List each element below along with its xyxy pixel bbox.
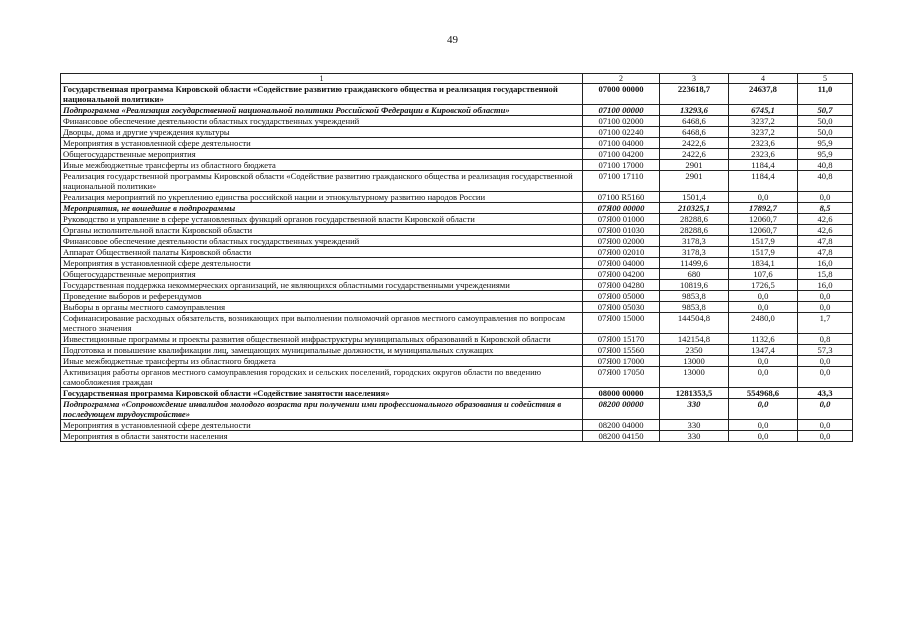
row-name-cell: Иные межбюджетные трансферты из областного бюджета xyxy=(61,356,583,367)
row-value-cell: 0,0 xyxy=(729,291,798,302)
row-value-cell: 2350 xyxy=(660,345,729,356)
row-name-cell: Финансовое обеспечение деятельности областных государственных учреждений xyxy=(61,236,583,247)
row-percent-cell: 15,8 xyxy=(798,269,853,280)
row-name-cell: Аппарат Общественной палаты Кировской области xyxy=(61,247,583,258)
row-code-cell: 07Я00 02010 xyxy=(583,247,660,258)
table-row xyxy=(61,258,853,269)
row-code-cell: 08200 00000 xyxy=(583,399,660,420)
row-value-cell: 17892,7 xyxy=(729,203,798,214)
row-name-cell: Подготовка и повышение квалификации лиц, замещающих муниципальные должности, и муниципальных служащих xyxy=(61,345,583,356)
row-value-cell: 13000 xyxy=(660,356,729,367)
row-value-cell: 210325,1 xyxy=(660,203,729,214)
budget-table xyxy=(60,73,853,442)
row-percent-cell: 0,8 xyxy=(798,334,853,345)
table-row xyxy=(61,302,853,313)
row-percent-cell: 95,9 xyxy=(798,149,853,160)
row-value-cell: 330 xyxy=(660,420,729,431)
row-value-cell: 28288,6 xyxy=(660,214,729,225)
row-percent-cell: 16,0 xyxy=(798,280,853,291)
table-header-row xyxy=(61,74,853,84)
row-value-cell: 1132,6 xyxy=(729,334,798,345)
row-name-cell: Органы исполнительной власти Кировской области xyxy=(61,225,583,236)
row-name-cell: Реализация мероприятий по укреплению единства российской нации и этнокультурному развитию народов России xyxy=(61,192,583,203)
row-percent-cell: 50,0 xyxy=(798,127,853,138)
row-code-cell: 07Я00 04200 xyxy=(583,269,660,280)
row-code-cell: 07Я00 00000 xyxy=(583,203,660,214)
row-value-cell: 1281353,5 xyxy=(660,388,729,399)
row-value-cell: 6745,1 xyxy=(729,105,798,116)
row-name-cell: Выборы в органы местного самоуправления xyxy=(61,302,583,313)
row-code-cell: 08200 04000 xyxy=(583,420,660,431)
row-value-cell: 1517,9 xyxy=(729,236,798,247)
row-name-cell: Общегосударственные мероприятия xyxy=(61,149,583,160)
row-value-cell: 0,0 xyxy=(729,356,798,367)
row-name-cell: Мероприятия, не вошедшие в подпрограммы xyxy=(61,203,583,214)
table-row xyxy=(61,214,853,225)
table-row xyxy=(61,313,853,334)
row-percent-cell: 0,0 xyxy=(798,431,853,442)
table-row xyxy=(61,236,853,247)
row-name-cell: Государственная программа Кировской области «Содействие занятости населения» xyxy=(61,388,583,399)
row-value-cell: 330 xyxy=(660,431,729,442)
row-value-cell: 1347,4 xyxy=(729,345,798,356)
table-row xyxy=(61,431,853,442)
table-row xyxy=(61,171,853,192)
row-percent-cell: 50,0 xyxy=(798,116,853,127)
row-value-cell: 2901 xyxy=(660,160,729,171)
row-name-cell: Проведение выборов и референдумов xyxy=(61,291,583,302)
row-code-cell: 07Я00 15170 xyxy=(583,334,660,345)
column-header: 5 xyxy=(798,74,853,84)
row-code-cell: 07Я00 15560 xyxy=(583,345,660,356)
row-name-cell: Государственная поддержка некоммерческих организаций, не являющихся областными государственными учреждениями xyxy=(61,280,583,291)
row-code-cell: 07000 00000 xyxy=(583,84,660,105)
row-percent-cell: 47,8 xyxy=(798,236,853,247)
row-code-cell: 07Я00 05030 xyxy=(583,302,660,313)
row-percent-cell: 57,3 xyxy=(798,345,853,356)
row-value-cell: 2901 xyxy=(660,171,729,192)
row-percent-cell: 0,0 xyxy=(798,291,853,302)
table-row xyxy=(61,280,853,291)
row-name-cell: Подпрограмма «Сопровождение инвалидов молодого возраста при получении ими профессионального образования и содействия в последующем трудоустройстве» xyxy=(61,399,583,420)
row-code-cell: 07Я00 17000 xyxy=(583,356,660,367)
table-row xyxy=(61,334,853,345)
table-row xyxy=(61,356,853,367)
row-code-cell: 07Я00 01030 xyxy=(583,225,660,236)
row-code-cell: 08000 00000 xyxy=(583,388,660,399)
row-code-cell: 07100 R5160 xyxy=(583,192,660,203)
row-value-cell: 0,0 xyxy=(729,420,798,431)
row-value-cell: 6468,6 xyxy=(660,116,729,127)
table-row xyxy=(61,345,853,356)
row-value-cell: 554968,6 xyxy=(729,388,798,399)
row-percent-cell: 0,0 xyxy=(798,399,853,420)
row-code-cell: 07100 04000 xyxy=(583,138,660,149)
row-percent-cell: 0,0 xyxy=(798,367,853,388)
row-value-cell: 2323,6 xyxy=(729,138,798,149)
row-value-cell: 10819,6 xyxy=(660,280,729,291)
table-row xyxy=(61,127,853,138)
table-row xyxy=(61,291,853,302)
column-header: 1 xyxy=(61,74,583,84)
row-value-cell: 1501,4 xyxy=(660,192,729,203)
row-value-cell: 12060,7 xyxy=(729,214,798,225)
row-value-cell: 330 xyxy=(660,399,729,420)
row-percent-cell: 95,9 xyxy=(798,138,853,149)
row-percent-cell: 50,7 xyxy=(798,105,853,116)
row-value-cell: 3178,3 xyxy=(660,247,729,258)
row-value-cell: 24637,8 xyxy=(729,84,798,105)
row-percent-cell: 42,6 xyxy=(798,214,853,225)
row-value-cell: 1517,9 xyxy=(729,247,798,258)
row-value-cell: 9853,8 xyxy=(660,302,729,313)
row-percent-cell: 0,0 xyxy=(798,420,853,431)
row-code-cell: 07Я00 02000 xyxy=(583,236,660,247)
row-percent-cell: 40,8 xyxy=(798,171,853,192)
row-value-cell: 0,0 xyxy=(729,367,798,388)
row-value-cell: 1184,4 xyxy=(729,160,798,171)
row-value-cell: 3178,3 xyxy=(660,236,729,247)
row-name-cell: Мероприятия в области занятости населения xyxy=(61,431,583,442)
row-name-cell: Иные межбюджетные трансферты из областного бюджета xyxy=(61,160,583,171)
table-row xyxy=(61,203,853,214)
table-row xyxy=(61,225,853,236)
table-row xyxy=(61,247,853,258)
table-row xyxy=(61,138,853,149)
column-header: 4 xyxy=(729,74,798,84)
row-value-cell: 3237,2 xyxy=(729,127,798,138)
row-name-cell: Мероприятия в установленной сфере деятельности xyxy=(61,258,583,269)
row-value-cell: 12060,7 xyxy=(729,225,798,236)
page-number: 49 xyxy=(447,34,458,46)
table-row xyxy=(61,192,853,203)
row-value-cell: 680 xyxy=(660,269,729,280)
row-code-cell: 07100 17000 xyxy=(583,160,660,171)
row-name-cell: Инвестиционные программы и проекты развития общественной инфраструктуры муниципальных образований в Кировской области xyxy=(61,334,583,345)
table-row xyxy=(61,420,853,431)
row-percent-cell: 0,0 xyxy=(798,302,853,313)
row-value-cell: 2422,6 xyxy=(660,149,729,160)
column-header: 2 xyxy=(583,74,660,84)
row-percent-cell: 11,0 xyxy=(798,84,853,105)
row-value-cell: 3237,2 xyxy=(729,116,798,127)
row-value-cell: 6468,6 xyxy=(660,127,729,138)
row-code-cell: 07Я00 17050 xyxy=(583,367,660,388)
row-value-cell: 11499,6 xyxy=(660,258,729,269)
column-header: 3 xyxy=(660,74,729,84)
row-code-cell: 07100 02240 xyxy=(583,127,660,138)
row-name-cell: Мероприятия в установленной сфере деятельности xyxy=(61,420,583,431)
row-name-cell: Общегосударственные мероприятия xyxy=(61,269,583,280)
row-percent-cell: 47,8 xyxy=(798,247,853,258)
row-value-cell: 2323,6 xyxy=(729,149,798,160)
row-name-cell: Мероприятия в установленной сфере деятельности xyxy=(61,138,583,149)
row-value-cell: 223618,7 xyxy=(660,84,729,105)
table-row xyxy=(61,388,853,399)
row-name-cell: Реализация государственной программы Кировской области «Содействие развитию гражданского общества и реализация государственной национальной политики» xyxy=(61,171,583,192)
row-percent-cell: 40,8 xyxy=(798,160,853,171)
row-value-cell: 0,0 xyxy=(729,302,798,313)
row-value-cell: 28288,6 xyxy=(660,225,729,236)
row-code-cell: 07100 04200 xyxy=(583,149,660,160)
table-row xyxy=(61,84,853,105)
row-value-cell: 144504,8 xyxy=(660,313,729,334)
row-value-cell: 2480,0 xyxy=(729,313,798,334)
row-value-cell: 2422,6 xyxy=(660,138,729,149)
row-value-cell: 142154,8 xyxy=(660,334,729,345)
row-name-cell: Подпрограмма «Реализация государственной национальной политики Российской Федерации в Кировской области» xyxy=(61,105,583,116)
row-value-cell: 0,0 xyxy=(729,399,798,420)
row-code-cell: 07Я00 04000 xyxy=(583,258,660,269)
row-value-cell: 0,0 xyxy=(729,431,798,442)
table-row xyxy=(61,116,853,127)
table-row xyxy=(61,399,853,420)
table-row xyxy=(61,160,853,171)
row-value-cell: 0,0 xyxy=(729,192,798,203)
row-percent-cell: 1,7 xyxy=(798,313,853,334)
table-row xyxy=(61,269,853,280)
row-code-cell: 07100 00000 xyxy=(583,105,660,116)
row-code-cell: 07Я00 01000 xyxy=(583,214,660,225)
row-percent-cell: 0,0 xyxy=(798,356,853,367)
row-value-cell: 9853,8 xyxy=(660,291,729,302)
row-percent-cell: 43,3 xyxy=(798,388,853,399)
table-row xyxy=(61,149,853,160)
row-code-cell: 07Я00 05000 xyxy=(583,291,660,302)
row-value-cell: 13000 xyxy=(660,367,729,388)
row-value-cell: 13293,6 xyxy=(660,105,729,116)
row-percent-cell: 8,5 xyxy=(798,203,853,214)
row-name-cell: Государственная программа Кировской области «Содействие развитию гражданского общества и реализация государственной национальной политики» xyxy=(61,84,583,105)
table-row xyxy=(61,367,853,388)
row-code-cell: 08200 04150 xyxy=(583,431,660,442)
row-name-cell: Финансовое обеспечение деятельности областных государственных учреждений xyxy=(61,116,583,127)
row-percent-cell: 16,0 xyxy=(798,258,853,269)
row-percent-cell: 0,0 xyxy=(798,192,853,203)
row-value-cell: 1834,1 xyxy=(729,258,798,269)
row-value-cell: 1726,5 xyxy=(729,280,798,291)
row-name-cell: Дворцы, дома и другие учреждения культуры xyxy=(61,127,583,138)
row-value-cell: 107,6 xyxy=(729,269,798,280)
row-name-cell: Руководство и управление в сфере установленных функций органов государственной власти Кировской области xyxy=(61,214,583,225)
row-code-cell: 07100 02000 xyxy=(583,116,660,127)
row-value-cell: 1184,4 xyxy=(729,171,798,192)
row-name-cell: Активизация работы органов местного самоуправления городских и сельских поселений, городских округов области по введению самообложения граждан xyxy=(61,367,583,388)
row-code-cell: 07Я00 15000 xyxy=(583,313,660,334)
row-name-cell: Софинансирование расходных обязательств, возникающих при выполнении полномочий органов местного самоуправления по вопросам местного значения xyxy=(61,313,583,334)
table-row xyxy=(61,105,853,116)
row-percent-cell: 42,6 xyxy=(798,225,853,236)
row-code-cell: 07Я00 04280 xyxy=(583,280,660,291)
row-code-cell: 07100 17110 xyxy=(583,171,660,192)
